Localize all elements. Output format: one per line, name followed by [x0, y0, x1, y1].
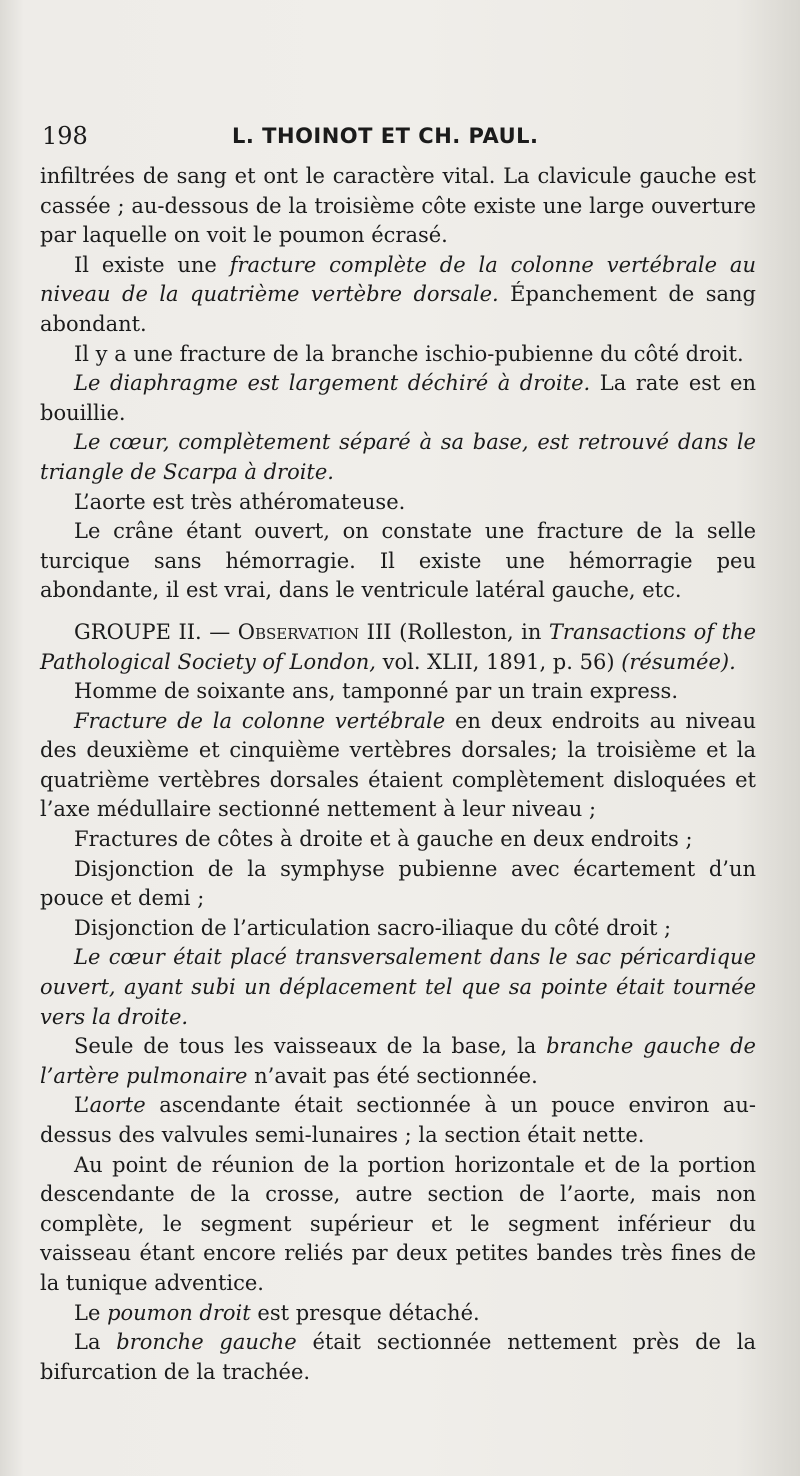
- paragraph-1: infiltrées de sang et ont le caractère vital. La clavicule gauche est cassée ; au-dessous de la troisième côte existe une large ouverture par laquelle on voit le poumon écrasé.: [40, 164, 756, 248]
- paragraph-13: Le cœur était placé transversalement dans le sac péricardique ouvert, ayant subi un déplacement tel que sa pointe était tournée vers la droite.: [40, 945, 756, 1029]
- page-body: [40, 162, 756, 1387]
- running-header: [0, 118, 800, 154]
- paragraph-4: Le diaphragme est largement déchiré à droite. La rate est en bouillie.: [40, 371, 756, 425]
- paragraph-11: Disjonction de la symphyse pubienne avec écartement d’un pouce et demi ;: [40, 856, 756, 911]
- observation-heading: GROUPE II. — Observation III (Rolleston, in Transactions of the Pathological Society of London, vol. XLII, 1891, p. 56) (résumée).: [40, 619, 756, 674]
- paragraph-18: La bronche gauche était sectionnée nettement près de la bifurcation de la trachée.: [40, 1330, 756, 1384]
- paragraph-6: L’aorte est très athéromateuse.: [74, 489, 406, 514]
- paragraph-3: Il y a une fracture de la branche ischio-pubienne du côté droit.: [74, 341, 744, 366]
- paragraph-7: Le crâne étant ouvert, on constate une fracture de la selle turcique sans hémorragie. Il existe une hémorragie peu abondante, il est vrai, dans le ventricule latéral gauche, etc.: [40, 519, 756, 603]
- paragraph-17: Le poumon droit est presque détaché.: [74, 1300, 480, 1325]
- paragraph-15: L’aorte ascendante était sectionnée à un pouce environ au-dessus des valvules semi-lunaires ; la section était nette.: [40, 1093, 756, 1147]
- page-number: 198: [42, 122, 88, 150]
- paragraph-16: Au point de réunion de la portion horizontale et de la portion descendante de la crosse, autre section de l’aorte, mais non complète, le segment supérieur et le segment inférieur du vaisseau étant encore reliés par deux petites bandes très fines de la tunique adventice.: [40, 1152, 756, 1295]
- paragraph-10: Fractures de côtes à droite et à gauche en deux endroits ;: [74, 827, 693, 852]
- paragraph-2: Il existe une fracture complète de la colonne vertébrale au niveau de la quatrième vertèbre dorsale. Épanchement de sang abondant.: [40, 252, 757, 336]
- paragraph-14: Seule de tous les vaisseaux de la base, la branche gauche de l’artère pulmonaire n’avait pas été sectionnée.: [40, 1034, 756, 1088]
- paragraph-8: Homme de soixante ans, tamponné par un train express.: [74, 679, 679, 704]
- paragraph-9: Fracture de la colonne vertébrale en deux endroits au niveau des deuxième et cinquième vertèbres dorsales; la troisième et la quatrième vertèbres dorsales étaient complètement disloquées et l’axe médullaire sectionné nettement à leur niveau ;: [40, 708, 757, 822]
- paragraph-5: Le cœur, complètement séparé à sa base, est retrouvé dans le triangle de Scarpa à droite.: [40, 430, 756, 484]
- paragraph-12: Disjonction de l’articulation sacro-iliaque du côté droit ;: [74, 915, 672, 940]
- running-title: L. THOINOT ET CH. PAUL.: [232, 124, 539, 148]
